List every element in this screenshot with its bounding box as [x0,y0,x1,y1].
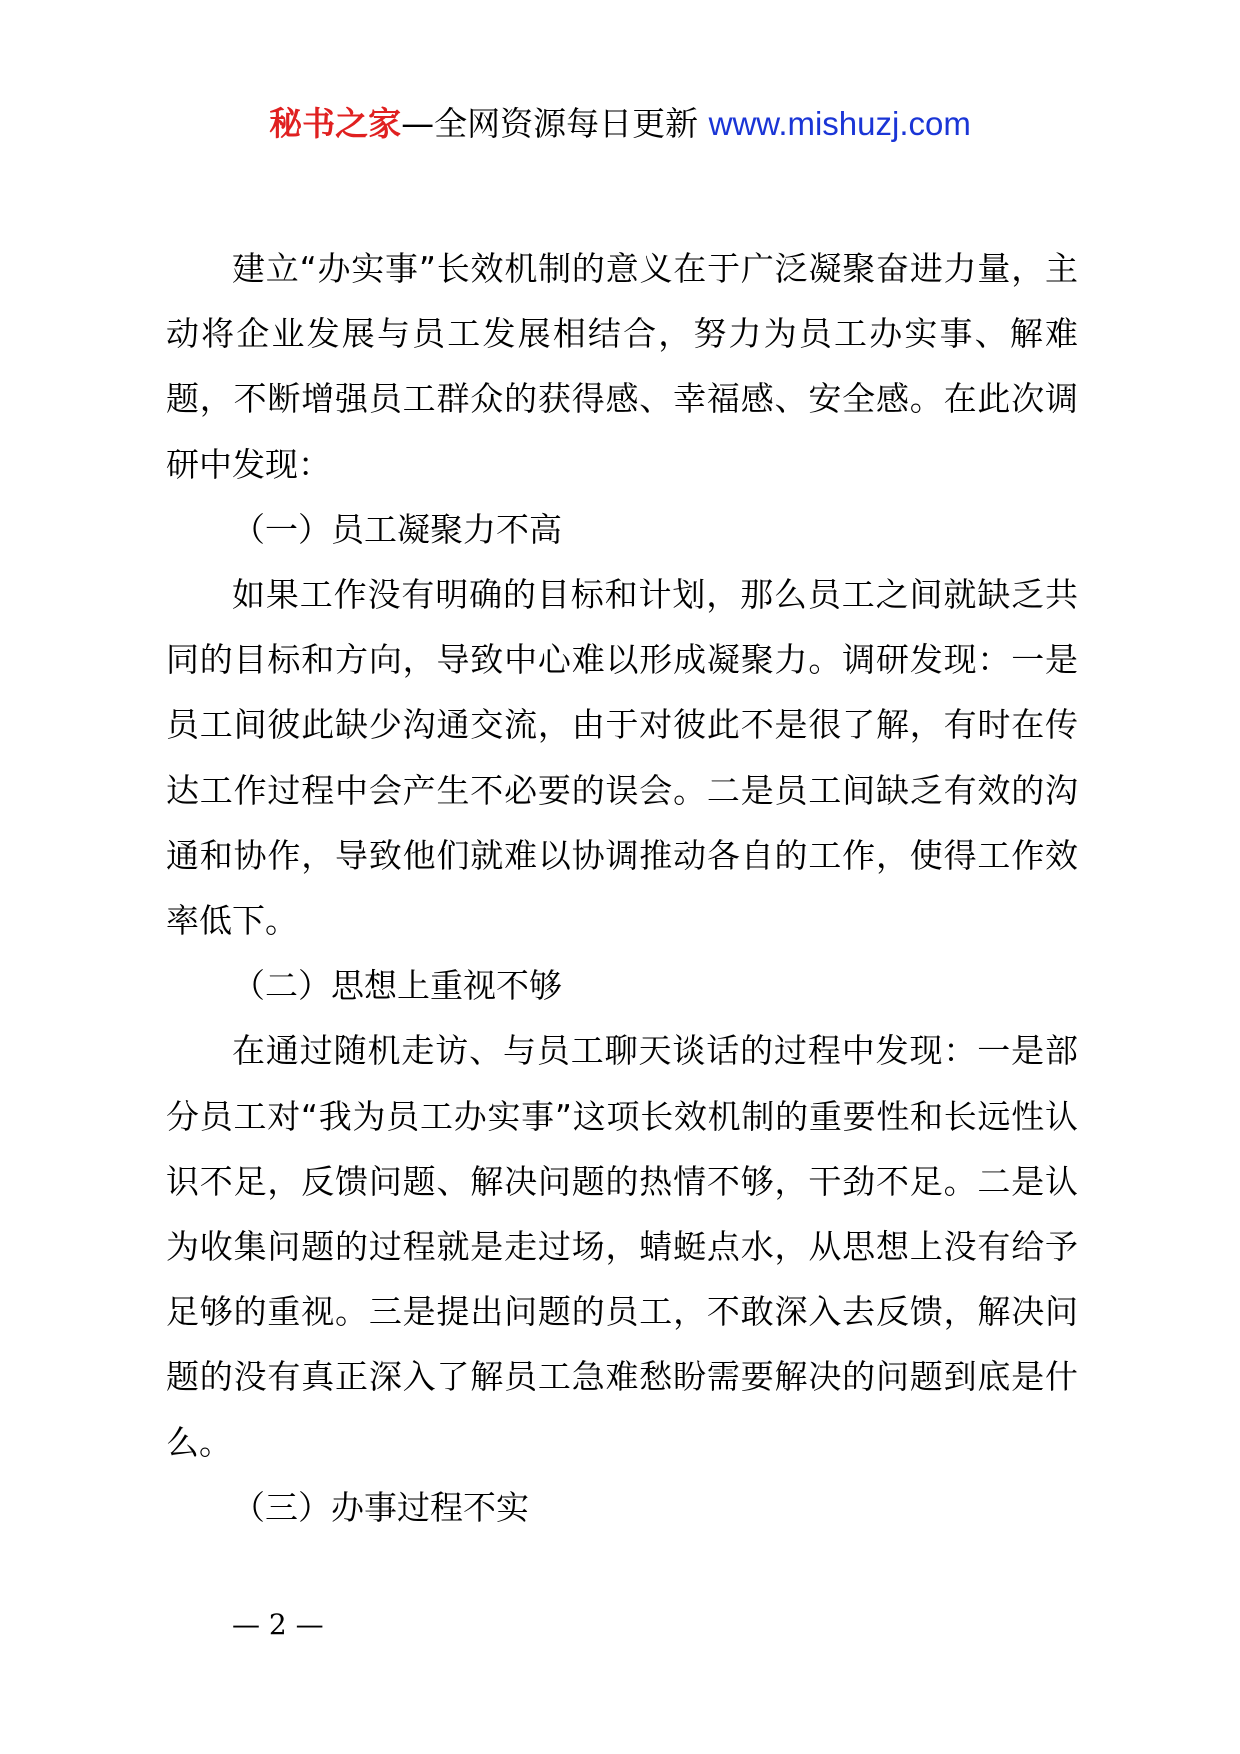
page-header [0,100,1240,148]
paragraph-intro: 建立“办实事”长效机制的意义在于广泛凝聚奋进力量，主动将企业发展与员工发展相结合，努力为员工办实事、解难题，不断增强员工群众的获得感、幸福感、安全感。在此次调研中发现： [166,249,1078,484]
page-number: — 2 — [232,1608,324,1641]
paragraph-section-1: 如果工作没有明确的目标和计划，那么员工之间就缺乏共同的目标和方向，导致中心难以形成凝聚力。调研发现：一是员工间彼此缺少沟通交流，由于对彼此不是很了解，有时在传达工作过程中会产生不必要的误会。二是员工间缺乏有效的沟通和协作，导致他们就难以协调推动各自的工作，使得工作效率低下。 [166,575,1078,941]
section-heading-2: （二）思想上重视不够 [232,966,562,1006]
section-heading-3: （三）办事过程不实 [232,1487,529,1527]
brand-name: 秘书之家 [269,104,402,143]
document-body [166,236,1078,1540]
paragraph-section-2: 在通过随机走访、与员工聊天谈话的过程中发现：一是部分员工对“我为员工办实事”这项长效机制的重要性和长远性认识不足，反馈问题、解决问题的热情不够，干劲不足。二是认为收集问题的过程就是走过场，蜻蜓点水，从思想上没有给予足够的重视。三是提出问题的员工，不敢深入去反馈，解决问题的没有真正深入了解员工急难愁盼需要解决的问题到底是什么。 [166,1031,1078,1462]
header-tagline: —全网资源每日更新 [401,104,709,143]
site-url[interactable]: www.mishuzj.com [708,105,971,142]
section-heading-1: （一）员工凝聚力不高 [232,509,562,549]
